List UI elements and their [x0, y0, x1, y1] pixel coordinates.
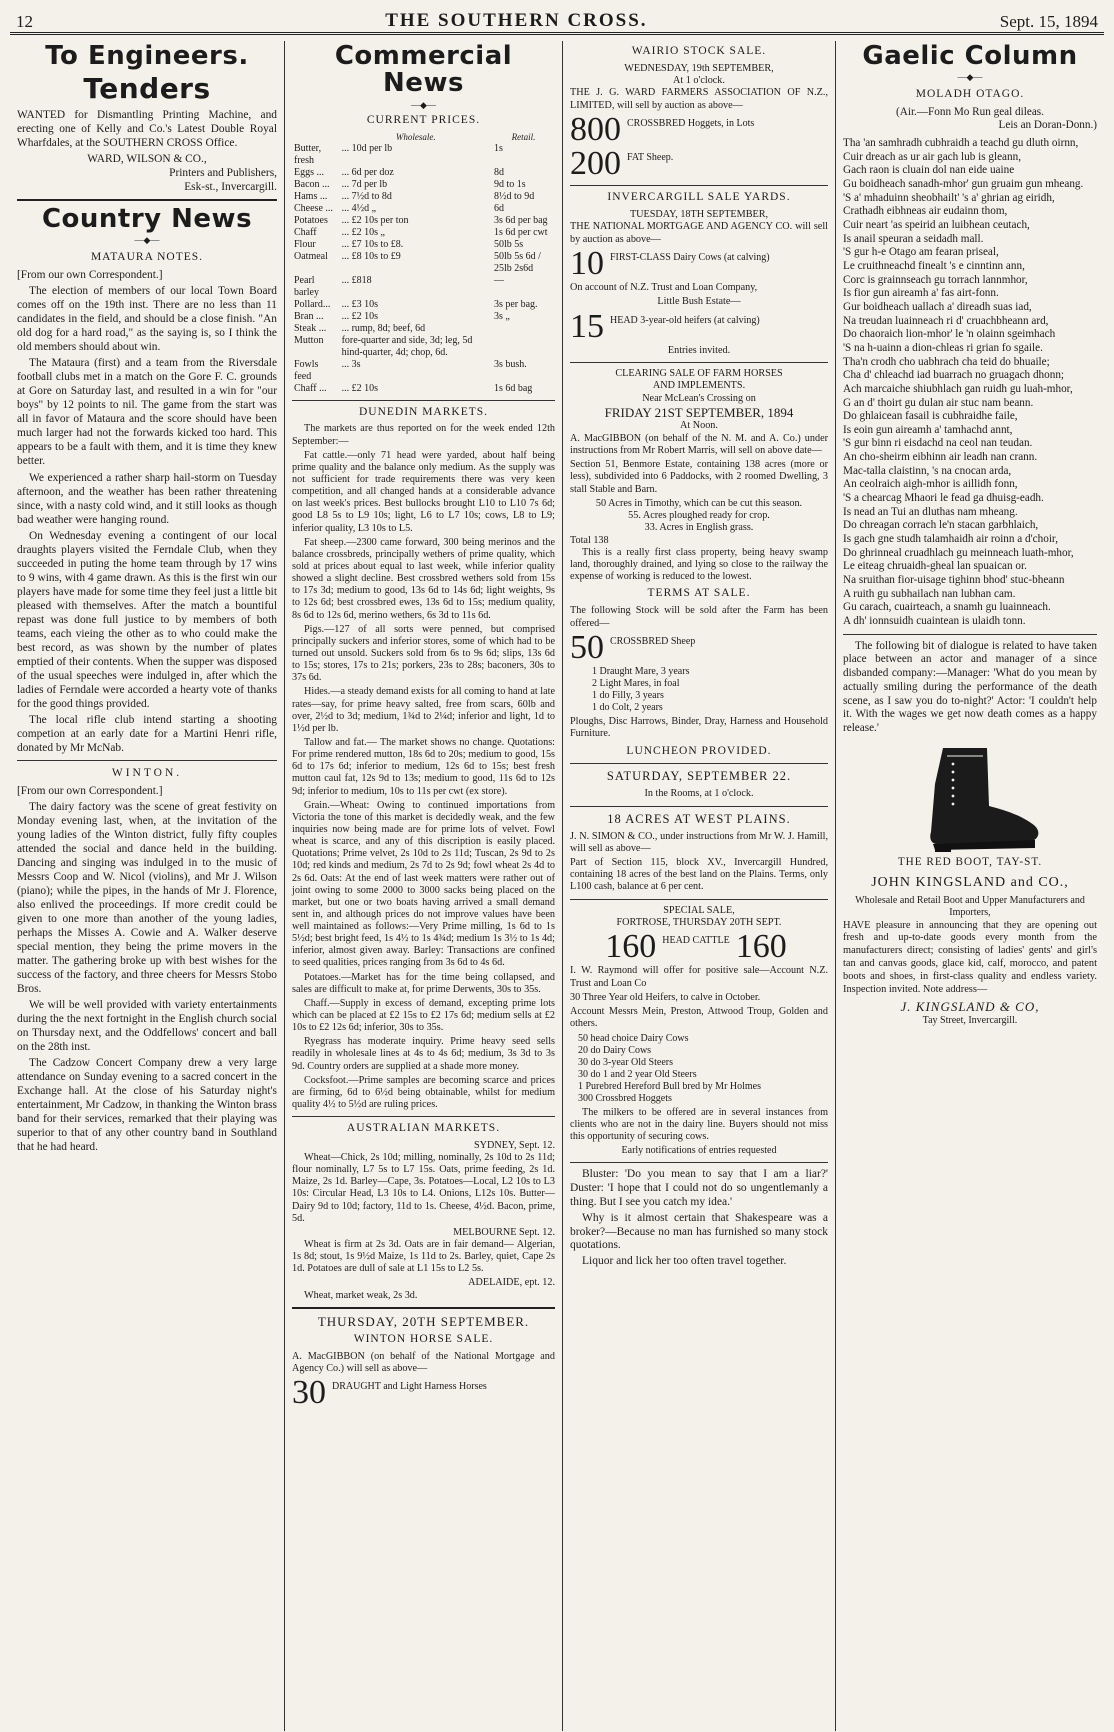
retail-cell: 9d to 1s	[493, 178, 526, 190]
commodity-cell: Fowls feed	[294, 358, 319, 382]
table-row	[292, 215, 555, 227]
melbourne-report: Wheat is firm at 2s 3d. Oats are in fair demand— Algerian, 1s 8d; stout, 1s 9½d Maize, 1s 11d to 2s. Barley, quiet, Cape 2s 1d. Potatoes are dull of sale at L1 15s to L2 5s.	[292, 1238, 555, 1275]
poem-line: 'S a chearcag Mhaori le fead ga dhuisg-eadh.	[843, 492, 1044, 505]
engineers-heading: To Engineers.	[45, 41, 249, 71]
poem-line: Do chreagan corrach le'n stacan garbhlaich,	[843, 519, 1039, 532]
table-row	[292, 143, 555, 167]
paper-title: THE SOUTHERN CROSS.	[385, 10, 648, 31]
gaelic-heading: Gaelic Column	[862, 41, 1078, 71]
poem-line: Do chaoraich lion-mhor' le 'n olainn sgeimhach	[843, 328, 1056, 341]
table-row	[292, 275, 555, 299]
list-item: 1 do Colt, 2 years	[592, 702, 663, 714]
adelaide-dateline: ADELAIDE, ept. 12.	[468, 1277, 555, 1289]
tender-sig-3: Esk-st., Invercargill.	[184, 180, 277, 193]
commodity-cell: Pearl barley	[294, 274, 319, 298]
entries-invited: Entries invited.	[667, 344, 731, 356]
list-item: 1 Draught Mare, 3 years	[592, 666, 690, 678]
table-row	[292, 203, 555, 215]
lot-description: DRAUGHT and Light Harness Horses	[332, 1381, 487, 1393]
poem-line: 'S a' mhaduinn sheobhailt' 's a' ghrian ag eiridh,	[843, 191, 1055, 204]
terms-text: The following Stock will be sold after the Farm has been offered—	[570, 605, 828, 629]
table-row	[292, 323, 555, 335]
wairio-time: At 1 o'clock.	[673, 75, 725, 87]
poem-line: Le eiteag chruaidh-gheal lan spuaican or.	[843, 560, 1027, 573]
winton-para: The dairy factory was the scene of great festivity on Monday evening last, when, at the invitation of the young ladies of the Winton district, fully fifty couples attended the social and dance held in the building. Dancing and singing was indulged in to the music of Messrs Coop and W. Nicol (violins), and Mr J. Wilson (piano); while the pipes, in the hands of Mr J. Florence, also enlived the proceedings. If more credit could be given to one more than another of the young ladies, perhaps the Misses A. Cowie and A. Walker deserve special mention, they being the prime movers in the matter. The gathering broke up with best wishes for the success of the factory, and three cheers for Messrs Stobo Bros.	[17, 800, 277, 996]
mataura-heading: MATAURA NOTES.	[90, 251, 204, 264]
invercargill-estate: Little Bush Estate—	[657, 296, 741, 308]
country-news-heading: Country News	[41, 203, 253, 234]
clearing-section: Section 51, Benmore Estate, containing 138 acres (more or less), subdivided into 6 Paddocks, with 2 roomed Dwelling, 3 stall Stable and Barn.	[570, 459, 828, 495]
divider	[570, 362, 828, 363]
mataura-para: The local rifle club intend starting a shooting competion at an early date for a Martini Henri rifle, donated by Mr McNab.	[17, 713, 277, 754]
retail-cell: 6d	[493, 202, 504, 214]
winton-heading: WINTON.	[111, 766, 183, 779]
lot-row	[570, 628, 828, 666]
kingsland-address: Tay Street, Invercargill.	[922, 1015, 1018, 1027]
poem-line: Is nead an Tui an dluthas nam mheang.	[843, 505, 1018, 518]
commodity-cell: Hams ...	[294, 190, 328, 202]
list-item: 1 do Filly, 3 years	[592, 690, 664, 702]
retail-cell: 3s per bag.	[493, 298, 538, 310]
boot-heading: THE RED BOOT, TAY-ST.	[897, 856, 1043, 869]
implements: Ploughs, Disc Harrows, Binder, Dray, Harness and Household Furniture.	[570, 716, 828, 740]
invercargill-date: TUESDAY, 18TH SEPTEMBER,	[629, 209, 769, 221]
poem-line: Is gach gne studh talamhaidh air roinn a d'choir,	[843, 533, 1058, 546]
special-lot	[570, 928, 828, 966]
ornament-icon: —◆—	[411, 99, 436, 110]
mataura-para: The Mataura (first) and a team from the Riversdale football clubs met in a match on the Gore F. C. grounds at Gore on Saturday last, and resulted in a win for "our boys" by 12 points to nil. The game from the start was all in favor of Mataura and the score should have been much larger had not the forwards kicked too hard. This appears to be a fault with them, and it is time they knew better.	[17, 357, 277, 468]
clearing-heading: CLEARING SALE OF FARM HORSES	[615, 368, 783, 380]
west-plains-heading: 18 ACRES AT WEST PLAINS.	[607, 811, 791, 826]
commercial-heading: Commercial News	[334, 41, 513, 99]
commodity-cell: Flour	[294, 238, 316, 250]
poem-line: 'S gur h-e Otago am fearan priseal,	[843, 246, 999, 259]
clearing-description: This is a really first class property, being heavy swamp land, thoroughly drained, and lying so close to the railway the expense of working is reduced to the lowest.	[570, 546, 828, 583]
prices-heading: CURRENT PRICES.	[366, 114, 481, 127]
special-heading: SPECIAL SALE,	[663, 904, 735, 916]
thursday-heading: THURSDAY, 20TH SEPTEMBER.	[317, 1313, 530, 1329]
dunedin-para: Cocksfoot.—Prime samples are becoming scarce and prices are firming, 6d to 6½d being obtainable, whilst for medium quality 4½ to 5½d are ruling prices.	[292, 1074, 555, 1111]
lot-description: FAT Sheep.	[627, 152, 674, 164]
divider	[843, 634, 1097, 635]
commodity-cell: Bacon ...	[294, 178, 330, 190]
table-row	[292, 299, 555, 311]
dialogue-anecdote: The following bit of dialogue is related to have taken place between an actor and manager of a since disbanded company:—Manager: 'What do you mean by actually smiling during the performance of the death scene, as I saw you do to-night?' Actor: 'I couldn't help it. With the wages we get now death comes as a happy release.'	[843, 639, 1097, 735]
poem-line: Gu boidheach sanadh-mhor' gun gruaim gun mheang.	[843, 178, 1084, 190]
list-item: 2 Light Mares, in foal	[592, 678, 680, 690]
dunedin-para: Fat cattle.—only 71 head were yarded, about half being prime quality and the balance only medium. As the supply was not sufficient for trade requirements there was very keen competition, and all changed hands at a considerable advance on last week's prices. Best bullocks brought L10 to L10 7s 6d; good L8 5s to L9 10s; light, L6 to L7 10s; cows, L8 to L9; inferior quality, L3 10s to L5.	[292, 449, 555, 534]
mataura-source: [From our own Correspondent.]	[17, 269, 163, 282]
price-table	[292, 132, 555, 395]
poem-line: Na sruithan fior-uisage tighinn bhod' stuc-bheann	[843, 574, 1065, 587]
lot-description: CROSSBRED Sheep	[610, 635, 696, 647]
poem-air-2: Leis an Doran-Donn.)	[998, 119, 1097, 132]
wairio-heading: WAIRIO STOCK SALE.	[631, 45, 767, 57]
poem-line: Mac-talla claistinn, 's na cnocan arda,	[843, 464, 1012, 477]
lot-number: 50	[570, 628, 604, 666]
poem-line: Cuir neart 'as speirid an luibhean ceutach,	[843, 218, 1030, 231]
acre-line: 55. Acres ploughed ready for crop.	[628, 510, 770, 522]
clearing-text: A. MacGIBBON (on behalf of the N. M. and A. Co.) under instructions from Mr Robert Marris, will sell on above date—	[570, 432, 828, 456]
dunedin-report	[292, 423, 555, 1111]
wholesale-cell: ... rump, 8d; beef, 6d	[341, 322, 426, 334]
dunedin-para: Potatoes.—Market has for the time being collapsed, and sales are difficult to make at, for prime Derwents, 30s to 35s.	[292, 971, 555, 995]
retail-cell: 8½d to 9d	[493, 190, 535, 202]
bluster-joke: Bluster: 'Do you mean to say that I am a liar?' Duster: 'I hope that I could not do so ungentlemanly a thing. But I see you catch my idea.'	[570, 1168, 828, 1208]
wairio-date: WEDNESDAY, 19th SEPTEMBER,	[624, 62, 774, 74]
wholesale-cell: fore-quarter and side, 3d; leg, 5d hind-quarter, 4d; chop, 6d.	[341, 334, 473, 358]
retail-cell: 3s „	[493, 310, 510, 322]
table-row	[292, 179, 555, 191]
invercargill-heading: INVERCARGILL SALE YARDS.	[607, 191, 791, 204]
table-row	[292, 239, 555, 251]
early-notice: Early notifications of entries requested	[621, 1145, 777, 1157]
acre-total: Total 138	[570, 534, 609, 546]
dunedin-para: Grain.—Wheat: Owing to continued importations from Victoria the tone of this market is decidedly weak, and the few inquiries now being made are for prime lots of velvet. Fowl wheat is scarce, and any of this discription is easily placed. Quotations; Prime velvet, 2s 10d to 2s 11d; Tuscan, 2s 9d to 2s 10d; red kinds and medium, 2s 7d to 2s 9d; fowl wheat 2s 4d to 2s 6d. Oats: At the end of last week matters were rather out of joint owing to some 2000 to 3000 sacks being placed on the market, but one or two boats having arrived a small demand sent in, and although prices do not improve values have been well maintained as follows:—Very Prime milling, 1s 6d to 1s 5½d; best bright feed, 1s 4½ to 1s 4¾d; medium 1s 3½ to 1s 4d; inferior, almost given away. Barley: Transactions are confined to seed qualities, prices ranging from 3s 6d to 4s 6d.	[292, 799, 555, 969]
poem-line: Gach raon is cluain dol nan eide uaine	[843, 164, 1015, 177]
wholesale-cell: ... £2 10s per ton	[341, 214, 409, 226]
red-boot-icon	[895, 744, 1045, 854]
wholesale-cell: ... 7½d to 8d	[341, 190, 392, 202]
west-plains-part: Part of Section 115, block XV., Invercargill Hundred, containing 18 acres of the best land on the Plains. Terms, only L100 cash, balance at 6 per cent.	[570, 857, 828, 893]
retail-cell: 3s 6d per bag	[493, 214, 548, 226]
commodity-cell: Pollard...	[294, 298, 331, 310]
dunedin-para: Fat sheep.—2300 came forward, 300 being merinos and the balance crossbreds, principally wethers of prime quality, which sold at prices about equal to last week, while inferior quality showed a slight decline. Best crossbred wethers sold from 15s to 17s 3d; medium to good, 13s 6d to 14s 6d; light weights, 9s to 12s 6d; best crossbred ewes, 13s 6d to 15s; medium quality, 8s 6d to 12s 6d, merino wethers, 6s 3d to 11s 6d.	[292, 536, 555, 621]
winton-horse-lot	[292, 1374, 555, 1412]
mataura-para: On Wednesday evening a contingent of our local draughts players visited the Ferndale Club, when they succeeded in puting the home team through by 17 wins to 9 wins, with 4 game drawn. As this is the first win our players have made for some time they feel just a little bit pleased with themselves. After the match a bountiful repast was done full justice to by members of both teams, each vieing the other as to who could make the best record, as was shown by the number of plates emptied of their contents. When the supper was disposed of the usual speeches were indulged in, after which the ladies of Ferndale were accorded a hearty vote of thanks for the good things provided.	[17, 529, 277, 710]
winton-source: [From our own Correspondent.]	[17, 784, 163, 797]
clearing-heading-2: AND IMPLEMENTS.	[652, 380, 746, 392]
lot-number: 800	[570, 110, 621, 148]
wholesale-cell: ... £818	[341, 274, 372, 286]
list-item: 300 Crossbred Hoggets	[578, 1092, 672, 1104]
lot-number: 10	[570, 244, 604, 282]
kingsland-name: JOHN KINGSLAND and CO.,	[871, 874, 1069, 890]
commodity-cell: Chaff	[294, 226, 317, 238]
table-row	[292, 311, 555, 323]
divider	[17, 199, 277, 201]
wholesale-cell: ... 4½d „	[341, 202, 377, 214]
list-item: 1 Purebred Hereford Bull bred by Mr Holmes	[578, 1080, 762, 1092]
commodity-cell: Butter, fresh	[294, 142, 322, 166]
column-3	[563, 41, 836, 1731]
poem-line: 'S na h-uainn a dion-chleas ri grian fo sgaile.	[843, 341, 1043, 354]
clearing-date: FRIDAY 21ST SEPTEMBER, 1894	[604, 404, 794, 420]
special-heifers: 30 Three Year old Heifers, to calve in October.	[570, 991, 761, 1003]
columns	[10, 41, 1104, 1731]
list-item: 50 head choice Dairy Cows	[578, 1032, 689, 1044]
price-rows	[292, 143, 555, 395]
lot-description: FIRST-CLASS Dairy Cows (at calving)	[610, 251, 770, 263]
wholesale-cell: ... 6d per doz	[341, 166, 394, 178]
australian-heading: AUSTRALIAN MARKETS.	[346, 1122, 501, 1135]
kingsland-text: HAVE pleasure in announcing that they are opening out fresh and up-to-date goods every month from the manufacturers direct; consisting of ladies' gents' and girl's tan and canvas goods, glace kid, calf, morocco, and patent boots and shoes, in first-class quality and endless variety. Inspection invited. Note address—	[843, 919, 1097, 995]
column-1	[10, 41, 285, 1731]
column-2	[285, 41, 563, 1731]
divider	[570, 899, 828, 900]
dunedin-para: Pigs.—127 of all sorts were penned, but comprised principally suckers and inferior stores, some of which had to be turned out unsold. Suckers sold from 6s to 9s 6d; slips, 13s 6d to 15s; stores, 17s to 21s; porkers, 23s to 28s; baconers, 30s to 37s 6d.	[292, 623, 555, 684]
retail-cell: 3s bush.	[493, 358, 527, 370]
winton-horse-text: A. MacGIBBON (on behalf of the National Mortgage and Agency Co.) will sell as above—	[292, 1350, 555, 1374]
table-row	[292, 227, 555, 239]
kingsland-subtitle: Wholesale and Retail Boot and Upper Manufacturers and Importers,	[855, 895, 1085, 919]
poem-line: Tha 'an samhradh cubhraidh a teachd gu dluth oirnn,	[843, 137, 1079, 150]
poem-line: Corc is grainnseach gu torrach lannmhor,	[843, 273, 1028, 286]
dunedin-para: The markets are thus reported on for the week ended 12th September:—	[292, 423, 555, 447]
dunedin-para: Chaff.—Supply in excess of demand, excepting prime lots which can be placed at £2 15s to £2 17s 6d; medium sells at £2 10s to £2 12s 6d; inferior, 30s to 35s.	[292, 997, 555, 1034]
lot-row	[570, 307, 828, 345]
retail-cell	[492, 323, 555, 335]
acre-line: 33. Acres in English grass.	[644, 522, 754, 534]
lot-row	[570, 145, 828, 183]
tender-sig-1: WARD, WILSON & CO.,	[87, 152, 207, 165]
lot-number: 30	[292, 1374, 326, 1412]
tender-body: WANTED for Dismantling Printing Machine, and erecting one of Kelly and Co.'s Latest Double Royal Wharfdales, at the SOUTHERN CROSS Office.	[17, 108, 277, 149]
tenders-heading: Tenders	[83, 72, 211, 106]
lot-number: 200	[570, 145, 621, 183]
ornament-icon: —◆—	[957, 72, 983, 83]
dunedin-para: Ryegrass has moderate inquiry. Prime heavy seed sells readily in wholesale lines at 4s to 4s 6d; medium, 3s 3d to 3s 9d. Country orders are supplied at a shade more money.	[292, 1036, 555, 1072]
commodity-cell: Cheese ...	[294, 202, 333, 214]
lot-row	[570, 244, 828, 282]
stock-list	[592, 666, 828, 714]
wholesale-cell: ... 10d per lb	[341, 142, 393, 154]
wholesale-cell: ... 7d per lb	[341, 178, 388, 190]
column-4	[836, 41, 1104, 1731]
poem-line: Do ghrinneal cruadhlach gu meinneach luath-mhor,	[843, 546, 1074, 559]
ornament-icon: —◆—	[134, 235, 160, 246]
dunedin-para: Hides.—a steady demand exists for all coming to hand at late rates—say, for prime heavy salted, free from scars, 60lb and over, 2½d to 3d; medium, 1¾d to 2¼d; inferior and light, 1d to 1½d per lb.	[292, 686, 555, 734]
table-row	[292, 251, 555, 275]
special-text: I. W. Raymond will offer for positive sale—Account N.Z. Trust and Loan Co	[570, 965, 828, 989]
divider	[570, 1162, 828, 1163]
lot-number-repeat: 160	[735, 928, 787, 966]
poem-air: (Air.—Fonn Mo Run geal dileas.	[896, 105, 1044, 118]
commodity-cell: Chaff ...	[294, 382, 327, 394]
poem-line: An cho-sheirm eibhinn air leadh nan crann.	[843, 451, 1038, 464]
poem-line: An ceolraich aigh-mhor is aillidh fonn,	[843, 478, 1018, 491]
melbourne-dateline: MELBOURNE Sept. 12.	[453, 1226, 555, 1238]
table-row	[292, 132, 555, 143]
sydney-report: Wheat—Chick, 2s 10d; milling, nominally, 2s 10d to 2s 11d; flour nominally, L7 5s to L7 15s. Oats, prime feeding, 2s 1d. Maize, 2s 1d. Barley—Cape, 3s. Potatoes—Local, L2 10s to L3 10s: Circular Head, L3 10s to L4. Onions, L12s 10s. Butter—Dairy 9d to 10d; factory, 11d to 1s. Cheese, 4½d. Bacon, prime, 5d.	[292, 1151, 555, 1224]
retail-cell: 1s 6d bag	[493, 382, 533, 394]
poem-line: Is eoin gun aireamh a' tamhachd annt,	[843, 423, 1013, 436]
wholesale-cell: ... £2 10s	[341, 310, 378, 322]
saturday-heading: SATURDAY, SEPTEMBER 22.	[606, 769, 792, 784]
table-row	[292, 335, 555, 359]
special-heading-2: FORTROSE, THURSDAY 20TH SEPT.	[616, 916, 782, 928]
dunedin-para: Tallow and fat.— The market shows no change. Quotations: For prime rendered mutton, 18s 6d to 20s; medium to good, 15s 6d to 17s 6d; inferior to medium, 12s 6d to 15s; best fresh mutton caul fat, 12s 9d to 13s; medium to good, 11s 6d to 12s 9d; inferior to medium, 10s to 11s per cwt (ex store).	[292, 736, 555, 797]
special-note: The milkers to be offered are in several instances from clients who are not in the dairy line. Buyers should not miss this opportunity of securing cows.	[570, 1106, 828, 1143]
west-plains-text: J. N. SIMON & CO., under instructions from Mr W. J. Hamill, will sell as above—	[570, 830, 828, 854]
mataura-para: The election of members of our local Town Board comes off on the 19th inst. There are no less than 11 candidates in the field, and should be a close finish. "An old dog for a hard road," as the saying is, so I think the old members should about win.	[17, 285, 277, 354]
poem-line: Ach marcaiche shiubhlach gan ruidh gu luah-mhor,	[843, 382, 1073, 395]
poem-line: Crathadh eibhneas air eudainn thom,	[843, 205, 1008, 218]
dunedin-heading: DUNEDIN MARKETS.	[358, 405, 489, 418]
saturday-rooms: In the Rooms, at 1 o'clock.	[644, 788, 754, 800]
divider	[292, 1116, 555, 1117]
wholesale-cell: ... £2 10s „	[341, 226, 385, 238]
winton-horse-heading: WINTON HORSE SALE.	[353, 1333, 494, 1346]
tender-sig-2: Printers and Publishers,	[169, 166, 277, 179]
list-item: 30 do 1 and 2 year Old Steers	[578, 1068, 697, 1080]
wholesale-cell: ... 3s	[341, 358, 361, 370]
divider	[570, 806, 828, 807]
poem-line: Tha'n crodh cho uabhrach cha teid do bhuaile;	[843, 355, 1050, 368]
retail-cell: 50lb 5s 6d / 25lb 2s6d	[493, 250, 541, 274]
retail-cell: 1s 6d per cwt	[493, 226, 548, 238]
divider	[292, 1307, 555, 1309]
wairio-text: THE J. G. WARD FARMERS ASSOCIATION OF N.Z., LIMITED, will sell by auction as above—	[570, 87, 828, 111]
wholesale-cell: ... £2 10s	[341, 382, 378, 394]
retail-cell: 50lb 5s	[493, 238, 524, 250]
table-row	[292, 167, 555, 179]
commodity-cell: Oatmeal	[294, 250, 328, 262]
poem-line: A ruith gu subhailach nan lubhan cam.	[843, 587, 1016, 600]
retail-cell: —	[493, 274, 504, 286]
special-account: Account Messrs Mein, Preston, Attwood Troup, Golden and others.	[570, 1006, 828, 1030]
clearing-location: Near McLean's Crossing on	[642, 392, 756, 404]
invercargill-account: On account of N.Z. Trust and Loan Company,	[570, 282, 758, 294]
retail-cell: 1s	[493, 142, 503, 154]
poem-line: Cuir dreach as ur air gach lub is gleann,	[843, 150, 1022, 163]
poem-line: Is fior gun aireamh a' fas airt-fonn.	[843, 287, 999, 300]
lot-row	[570, 110, 828, 148]
poem-line: G an d' thoirt gu dulan air stuc nam beann.	[843, 396, 1034, 409]
table-row	[292, 383, 555, 395]
issue-date: Sept. 15, 1894	[999, 12, 1098, 31]
winton-para: We will be well provided with variety entertainments during the the next fortnight in the English church social on Thursday next, and the Oddfellows' concert and ball on the 28th inst.	[17, 999, 277, 1054]
poem-line: Do ghlaicean fasail is cubhraidhe faile,	[843, 410, 1018, 423]
divider	[17, 760, 277, 761]
special-list	[578, 1033, 828, 1105]
winton-para: The Cadzow Concert Company drew a very large attendance on Sunday evening to a sacred concert in the Exchange hall. At the close of his Saturday night's entertainment, Mr Cadzow, in thanking the Winton brass band for their services, remarked that their playing was superior to that of any other country band in Southland that he had heard.	[17, 1057, 277, 1154]
lot-description: HEAD 3-year-old heifers (at calving)	[610, 314, 760, 326]
list-item: 20 do Dairy Cows	[578, 1044, 652, 1056]
kingsland-signature: J. KINGSLAND & CO,	[900, 999, 1040, 1015]
commodity-cell: Steak ...	[294, 322, 327, 334]
retail-cell: 8d	[493, 166, 504, 178]
wholesale-cell: ... £7 10s to £8.	[341, 238, 404, 250]
commodity-cell: Bran ...	[294, 310, 324, 322]
mataura-para: We experienced a rather sharp hail-storm on Tuesday afternoon, and the weather has been rather threatening since, with a nasty cold wind, and it still looks as though bad weather were hanging round.	[17, 471, 277, 526]
masthead	[10, 6, 1104, 35]
lot-description: HEAD CATTLE	[662, 935, 730, 947]
poem-line: Le cruithneachd finealt 's e cinntinn ann,	[843, 259, 1025, 272]
retail-cell	[492, 335, 555, 359]
table-row	[292, 191, 555, 203]
page-number: 12	[16, 12, 33, 31]
commodity-cell: Potatoes	[294, 214, 328, 226]
poem-line: Gur boidheach uallach a' direadh suas iad,	[843, 300, 1032, 313]
poem-line: Is anail speuran a seidadh mall.	[843, 232, 984, 245]
divider	[570, 763, 828, 764]
sydney-dateline: SYDNEY, Sept. 12.	[473, 1139, 555, 1151]
terms-heading: TERMS AT SALE.	[647, 587, 751, 600]
table-row	[292, 359, 555, 383]
shakespeare-joke: Why is it almost certain that Shakespeare was a broker?—Because no man has furnished so many stock quotations.	[570, 1211, 828, 1252]
list-item: 30 do 3-year Old Steers	[578, 1056, 673, 1068]
poem-line: 'S gur binn ri eisdachd na ceol nan teudan.	[843, 437, 1033, 450]
poem-line: Na treudan luainneach ri d' cruachbheann ard,	[843, 314, 1049, 327]
luncheon: LUNCHEON PROVIDED.	[626, 744, 772, 757]
poem-body	[843, 137, 1097, 629]
liquor-joke: Liquor and lick her too often travel together.	[582, 1255, 787, 1268]
price-col-header: Wholesale.	[395, 131, 436, 142]
poem-title: MOLADH OTAGO.	[915, 88, 1025, 101]
wholesale-cell: ... £3 10s	[341, 298, 378, 310]
divider	[570, 185, 828, 186]
commodity-cell: Eggs ...	[294, 166, 324, 178]
invercargill-text: THE NATIONAL MORTGAGE AND AGENCY CO. will sell by auction as above—	[570, 221, 828, 245]
price-col-header: Retail.	[511, 131, 536, 142]
poem-line: A dh' ionnsuidh cuaintean is ulaidh tonn.	[843, 615, 1026, 627]
acre-line: 50 Acres in Timothy, which can be cut this season.	[595, 497, 803, 509]
lot-description: CROSSBRED Hoggets, in Lots	[627, 117, 755, 129]
clearing-time: At Noon.	[680, 420, 718, 432]
commodity-cell: Mutton	[294, 334, 324, 346]
divider	[292, 400, 555, 401]
poem-line: Cha d' chleachd iad buarrach no gruagach dhonn;	[843, 369, 1065, 382]
adelaide-report: Wheat, market weak, 2s 3d.	[304, 1289, 418, 1301]
lot-number: 15	[570, 307, 604, 345]
poem-line: Gu carach, cuairteach, a snamh gu luainneach.	[843, 601, 1051, 614]
wholesale-cell: ... £8 10s to £9	[341, 250, 401, 262]
lot-number: 160	[605, 928, 657, 966]
